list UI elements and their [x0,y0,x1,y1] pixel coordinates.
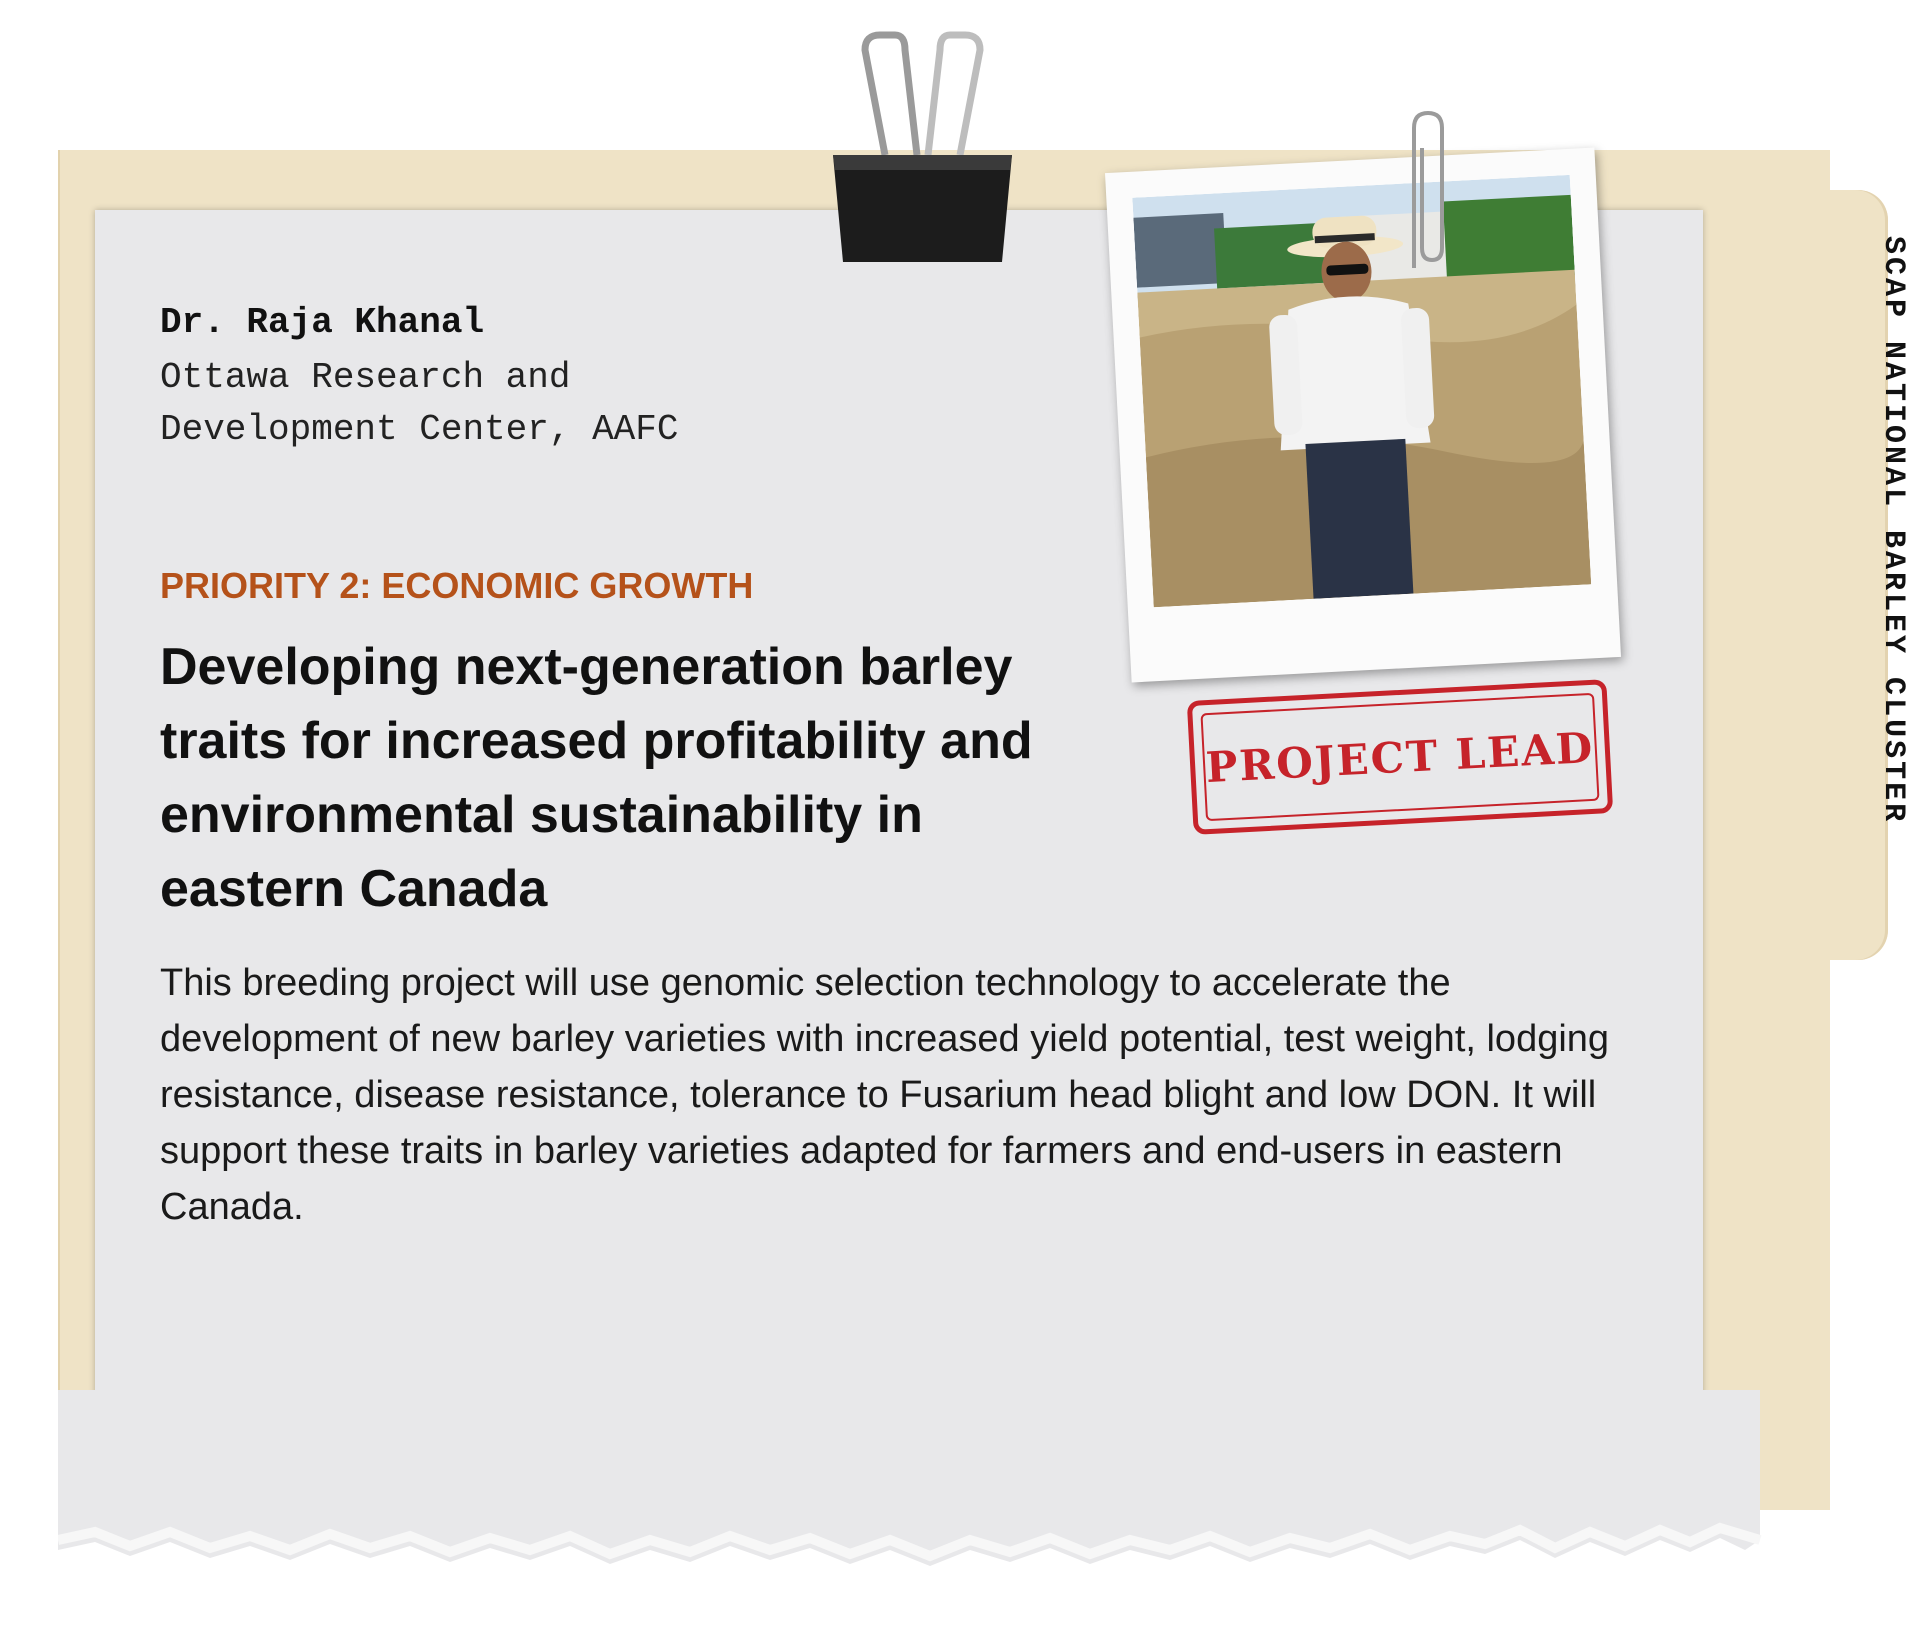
torn-paper-edge [0,1390,1920,1644]
affiliation-line-1: Ottawa Research and [160,357,571,398]
researcher-name: Dr. Raja Khanal [160,302,485,343]
priority-label: PRIORITY 2: ECONOMIC GROWTH [160,565,754,606]
project-description: This breeding project will use genomic selection technology to accelerate the development of new barley varieties with increased yield potential, test weight, lodging resistance, disease resistance, tolerance to Fusarium head blight and low DON. It will support these traits in barley varieties adapted for farmers and end-users in eastern Canada. [160,962,1610,1228]
binder-clip-icon [825,30,1020,270]
researcher-affiliation [160,352,1060,456]
project-lead-stamp [1187,679,1613,835]
profile-photo [1132,175,1591,607]
paper-clip-icon [1400,108,1450,278]
stamp-label: PROJECT LEAD [1204,722,1596,792]
polaroid-photo [1105,148,1621,683]
affiliation-line-2: Development Center, AAFC [160,409,679,450]
stamp-inner [1200,693,1599,821]
project-title: Developing next-generation barley traits for increased profitability and environmental sustainability in eastern Canada [160,638,1033,918]
folder-tab-label: SCAP NATIONAL BARLEY CLUSTER [1876,236,1910,825]
